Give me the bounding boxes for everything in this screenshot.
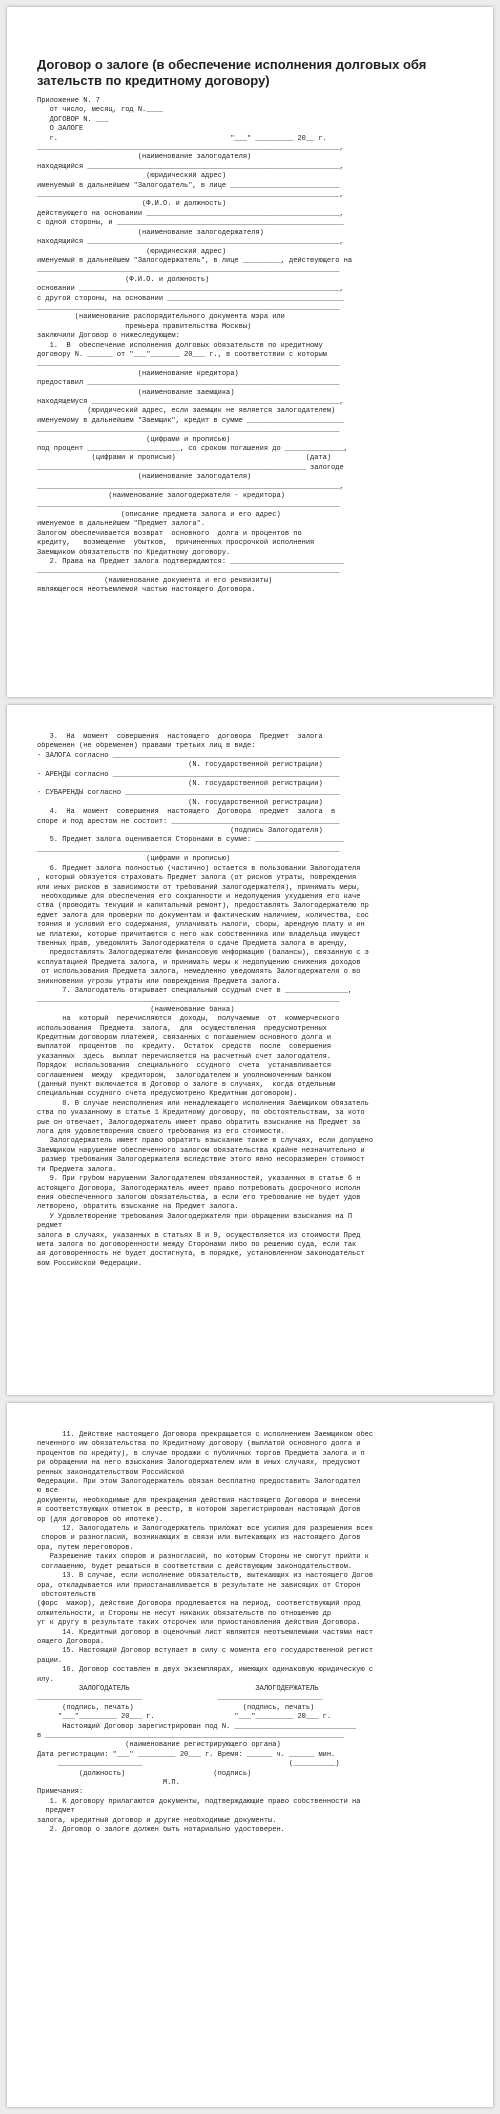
text-line: 15. Настоящий Договор вступает в силу с момента его государственной регист (37, 1647, 374, 1656)
page-lines (37, 1431, 463, 1835)
text-line: ________________________________________________________________________ (37, 501, 340, 510)
text-line: 16. Договор составлен в двух экземплярах, имеющих одинаковую юридическую с (37, 1666, 374, 1675)
text-line: зникновении угрозы утраты или повреждения Предмета залога. (37, 977, 281, 986)
text-line: ________________________________________________________________________ (37, 567, 340, 576)
text-line: являющегося неотъемлемой частью настоящего Договора. (37, 586, 256, 595)
text-line: соглашению, будет решаться в соответствии с действующим законодательством. (37, 1562, 353, 1571)
text-line: (подпись, печать) (подпись, печать) (37, 1703, 315, 1712)
text-line: кредиту, возмещение убытков, причиненных просрочкой исполнения (37, 539, 315, 548)
text-line: обременен (не обременен) правами третьих лиц в виде: (37, 742, 256, 751)
text-line: 4. На момент совершения настоящего Договора предмет залога в (37, 808, 336, 817)
text-line: Приложение N. 7 (37, 97, 101, 105)
text-line: премьера правительства Москвы) (37, 322, 252, 331)
text-line: ____________________ (__________) (37, 1760, 340, 1769)
page-content (37, 1431, 463, 1835)
text-line: (наименование залогодателя) (37, 473, 252, 482)
text-line: от использования Предмета залога, немедленно уведомлять Залогодержателя о во (37, 968, 361, 977)
text-line: илу. (37, 1675, 54, 1684)
text-line: Настоящий Договор зарегистрирован под N. _____________________________ (37, 1722, 357, 1731)
text-line: находящемуся ___________________________________________________________, (37, 398, 344, 406)
text-line: или иных рисков в зависимости от требований залогодержателя), принимать меры, (37, 883, 361, 892)
page-content (37, 733, 463, 1269)
text-line: ор (для договоров об ипотеке). (37, 1515, 164, 1524)
text-line: ри обращении на него взыскания Залогодержателем или в иных случаях, предусмот (37, 1459, 361, 1468)
document-title: Договор о залоге (в обеспечение исполнения долговых обя зательств по кредитному договору) (37, 57, 427, 88)
text-line: с другой стороны, на основании __________________________________________ (37, 294, 344, 303)
text-line: ________________________________________________________________________ (37, 303, 340, 312)
text-line: ора, путем переговоров. (37, 1543, 134, 1552)
text-line: ти Предмета залога. (37, 1165, 117, 1174)
text-line: ________________________________________________________________________ (37, 360, 340, 369)
text-line: , который обязуется страховать Предмет залога (от рисков утраты, повреждения (37, 874, 357, 883)
text-line: (наименование регистрирующего органа) (37, 1741, 281, 1750)
text-line: рации. (37, 1656, 63, 1665)
text-line: ЗАЛОГОДАТЕЛЬ ЗАЛОГОДЕРЖАТЕЛЬ (37, 1684, 319, 1693)
text-line: ________________________________________________________________________ (37, 845, 340, 854)
text-line: ________________________________________________________________________, (37, 191, 344, 200)
text-line: рые он отвечает, Залогодержатель имеет право обратить взыскание на Предмет за (37, 1118, 361, 1127)
text-line: процентов по кредиту), в случае продажи с публичных торгов Предмета залога и п (37, 1449, 365, 1458)
text-line: (наименование документа и его реквизиты) (37, 576, 273, 585)
text-line: ения обеспеченного залогом обязательства, а если его требование не будет удов (37, 1193, 361, 1202)
text-line: (цифрами и прописью) (дата) (37, 454, 332, 463)
text-line: (N. государственной регистрации) (37, 798, 323, 807)
text-line: - АРЕНДЫ согласно ______________________________________________________ (37, 770, 340, 779)
text-line: (Ф.И.О. и должность) (37, 275, 210, 284)
text-line: обстоятельств (37, 1590, 96, 1599)
text-line: Заемщиком нарушение обеспеченного залогом обязательства крайне незначительно и (37, 1146, 365, 1155)
text-line: летворено, обратить взыскание на Предмет залога. (37, 1203, 239, 1212)
text-line: редмет (37, 1222, 63, 1231)
text-line: тояния и условий его содержания, уплачивать налоги, сборы, арендную плату и ин (37, 921, 365, 930)
text-line: Федерации. При этом Залогодержатель обязан бесплатно предоставить Залогодател (37, 1478, 361, 1487)
text-line: именуемому в дальнейшем "Заемщик", кредит в сумме _______________________ (37, 416, 344, 425)
text-line: предоставил ____________________________________________________________ (37, 379, 340, 388)
text-line: (описание предмета залога и его адрес) (37, 510, 281, 519)
text-line: ________________________________________________________________________, (37, 482, 344, 491)
text-line: ства (проводить текущий и капитальный ремонт), предоставлять Залогодержателю пр (37, 902, 369, 911)
text-line: находящийся ____________________________________________________________, (37, 162, 344, 171)
text-line: документы, необходимые для прекращения действия настоящего Договора и внесени (37, 1496, 361, 1505)
text-line: _________________________ _________________________ (37, 1694, 323, 1703)
text-line: ________________________________________________________________________ (37, 426, 340, 435)
text-line: Кредитным договором платежей, связанных с погашением основного долга и (37, 1034, 332, 1042)
text-line: печенного им обязательства по Кредитному договору (выплатой основного долга и (37, 1440, 361, 1449)
text-line: 13. В случае, если исполнение обязательств, вытекающих из настоящего Догов (37, 1572, 374, 1581)
text-line: Дата регистрации: "___" _________ 20___ г. Время: ______ ч. ______ мин. (37, 1750, 336, 1759)
text-line: ДОГОВОР N. ___ (37, 115, 109, 124)
text-line: размер требования Залогодержателя вследствие этого явно несоразмерен стоимост (37, 1156, 365, 1165)
text-line: Порядок использования специального ссудного счета устанавливается (37, 1062, 332, 1071)
text-line: 1. К договору прилагаются документы, подтверждающие право собственности на (37, 1797, 361, 1806)
text-line: именуемый в дальнейшем "Залогодержатель", в лице _________, действующего на (37, 256, 353, 265)
text-line: 12. Залогодатель и Залогодержатель приложат все усилия для разрешения всех (37, 1525, 374, 1534)
text-line: 11. Действие настоящего Договора прекращается с исполнением Заемщиком обес (37, 1431, 374, 1439)
text-line: использования Предмета залога, для осуществления предусмотренных (37, 1024, 327, 1033)
text-line: Разрешение таких споров и разногласий, по которым Стороны не смогут прийти к (37, 1553, 369, 1562)
text-line: астоящего Договора, Залогодержатель имеет право потребовать досрочного исполн (37, 1184, 361, 1193)
text-line: договору N. ______ от "___"_______ 20___ г., в соответствии с которым (37, 350, 327, 359)
text-line: находящийся ____________________________________________________________, (37, 238, 344, 247)
text-line: действующего на основании ______________________________________________, (37, 209, 344, 218)
text-line: (подпись Залогодателя) (37, 827, 323, 836)
document-page-3 (7, 1403, 493, 2107)
text-line: Залогом обеспечивается возврат основного долга и процентов по (37, 529, 302, 538)
text-line: вом Российской Федерации. (37, 1259, 143, 1268)
text-line: (форс мажор), действие Договора продлевается на период, соответствующий прод (37, 1600, 361, 1609)
text-line: ые платежи, которые причитаются с него как собственника или владельца имущест (37, 930, 361, 939)
text-line: (данный пункт включается в Договор о залоге в случаях, когда отдельным (37, 1081, 336, 1090)
text-line: 2. Права на Предмет залога подтверждаются: ___________________________ (37, 557, 344, 566)
text-line: (N. государственной регистрации) (37, 761, 323, 770)
text-line: Заемщиком обязательств по Кредитному договору. (37, 548, 231, 557)
text-line: от число, месяц, год N.____ (37, 106, 164, 115)
text-line: оящего Договора. (37, 1637, 105, 1646)
text-line: (наименование залогодателя) (37, 153, 252, 162)
text-line: в _______________________________________________________________________ (37, 1732, 344, 1740)
text-line: ора, откладывается или приостанавливается в результате не зависящих от Сторон (37, 1581, 361, 1590)
text-line: (юридический адрес, если заемщик не является залогодателем) (37, 407, 336, 416)
text-line: залога, кредитный договор и другие необходимые документы. (37, 1816, 277, 1825)
text-line: - ЗАЛОГА согласно ______________________________________________________ (37, 751, 340, 760)
text-line: (наименование залогодержателя - кредитора) (37, 492, 285, 501)
text-line: (наименование залогодержателя) (37, 228, 264, 237)
text-line: - СУБАРЕНДЫ согласно ___________________________________________________ (37, 789, 340, 798)
text-line: О ЗАЛОГЕ (37, 125, 84, 134)
text-line: ренных законодательством Российской (37, 1468, 185, 1477)
text-line: 7. Залогодатель открывает специальный ссудный счет в _______________, (37, 986, 353, 995)
text-line: "___"_________ 20___ г. "___"_________ 20___ г. (37, 1713, 332, 1722)
text-line: олжительности, и Стороны не несут никаких обязательств по отношению др (37, 1609, 332, 1618)
text-line: (Ф.И.О. и должность) (37, 200, 227, 209)
text-line: я соответствующих отметок в реестр, в котором зарегистрирован настоящий Догов (37, 1506, 361, 1515)
text-line: именуемый в дальнейшем "Залогодатель", в лице __________________________ (37, 181, 340, 190)
text-line: соглашением между кредитором, залогодателем и уполномоченным банком (37, 1071, 332, 1080)
text-line: на который перечисляются доходы, получаемые от коммерческого (37, 1015, 340, 1024)
text-line: ксплуатацией Предмета залога, и принимать меры к недопущению снижения доходов (37, 958, 361, 967)
text-line: ________________________________________________________________________ (37, 996, 340, 1005)
text-line: У Удовлетворение требования Залогодержателя при обращении взыскания на П (37, 1212, 353, 1221)
text-line: (должность) (подпись) (37, 1769, 252, 1778)
text-line: специальным ссудного счета предусмотрено Кредитным договором). (37, 1090, 298, 1099)
text-line: выплатой процентов по кредиту. Остаток средств после совершения (37, 1043, 332, 1052)
text-line: (цифрами и прописью) (37, 855, 231, 864)
text-line: 5. Предмет залога оценивается Сторонами в сумме: _____________________ (37, 836, 344, 845)
text-line: ________________________________________________________________ залогоде (37, 463, 344, 472)
text-line: Залогодержатель имеет право обратить взыскание также в случаях, если допущено (37, 1137, 374, 1146)
text-line: лога для удовлетворения своего требования из его стоимости. (37, 1128, 285, 1137)
page-lines (37, 97, 463, 596)
document-page-2 (7, 705, 493, 1395)
text-line: (цифрами и прописью) (37, 435, 231, 444)
text-line: уг к другу в результате таких отсрочек или приостановления действия Договора. (37, 1619, 361, 1628)
text-line: 1. В обеспечение исполнения долговых обязательств по кредитному (37, 341, 323, 350)
text-line: (юридический адрес) (37, 247, 227, 256)
text-line: Примечания: (37, 1788, 84, 1797)
text-line: предоставлять Залогодержателю финансовую информацию (балансы), связанную с э (37, 949, 369, 958)
text-line: (наименование распорядительного документа мэра или (37, 313, 285, 322)
text-line: (юридический адрес) (37, 172, 227, 181)
text-line: (наименование банка) (37, 1005, 235, 1014)
text-line: мета залога по договоренности между Сторонами либо по решению суда, если так (37, 1240, 357, 1249)
text-line: ю все (37, 1487, 59, 1496)
text-line: споре и под арестом не состоит: ________________________________________ (37, 817, 340, 826)
text-line: ства по указанному в статье 1 Кредитному договору, по обстоятельствам, за кото (37, 1109, 365, 1118)
text-line: (N. государственной регистрации) (37, 780, 323, 789)
text-line: 3. На момент совершения настоящего договора Предмет залога (37, 733, 323, 741)
text-line: ________________________________________________________________________, (37, 144, 344, 153)
text-line: указанных здесь выплат перечисляется на расчетный счет залогодателя. (37, 1052, 332, 1061)
text-line: необходимые для обеспечения его сохранности и недопущения ухудшения его каче (37, 892, 361, 901)
text-line: едмет залога для проверки по документам и фактическим наличием, количества, сос (37, 911, 369, 920)
text-line: споров и разногласий, возникающих в связи или вытекающих из настоящего Догов (37, 1534, 361, 1543)
text-line: залога в случаях, указанных в статьях 8 и 9, осуществляется из стоимости Пред (37, 1231, 361, 1240)
text-line: г. "___" _________ 20__ г. (37, 134, 327, 143)
page-content (37, 57, 463, 596)
text-line: 9. При грубом нарушении Залогодателем обязанностей, указанных в статье 6 н (37, 1175, 361, 1184)
text-line: 14. Кредитный договор в оценочный лист являются неотъемлемыми частями наст (37, 1628, 374, 1637)
text-line: под процент ______________________, со сроком погашения до ______________, (37, 445, 348, 454)
text-line: 6. Предмет залога полностью (частично) остается в пользовании Залогодателя (37, 864, 361, 873)
text-line: 2. Договор о залоге должен быть нотариально удостоверен. (37, 1826, 285, 1835)
text-line: ая договоренность не будет достигнута, в порядке, установленном законодательст (37, 1250, 365, 1259)
page-lines (37, 733, 463, 1269)
text-line: ________________________________________________________________________ (37, 266, 340, 275)
text-line: твенных прав, уведомлять Залогодержателя о сдаче Предмета залога в аренду, (37, 939, 348, 948)
text-line: 8. В случае неисполнения или ненадлежащего исполнения Заемщиком обязатель (37, 1099, 369, 1108)
text-line: М.П. (37, 1779, 180, 1788)
text-line: основании ______________________________________________________________, (37, 285, 344, 294)
text-line: заключили Договор о нижеследующем: (37, 332, 180, 341)
text-line: именуемое в дальнейшем "Предмет залога". (37, 520, 206, 529)
text-line: (наименование заемщика) (37, 388, 235, 397)
text-line: предмет (37, 1807, 75, 1816)
text-line: (наименование кредитора) (37, 369, 239, 378)
document-page-1 (7, 7, 493, 697)
text-line: с одной стороны, и ______________________________________________________ (37, 219, 344, 228)
